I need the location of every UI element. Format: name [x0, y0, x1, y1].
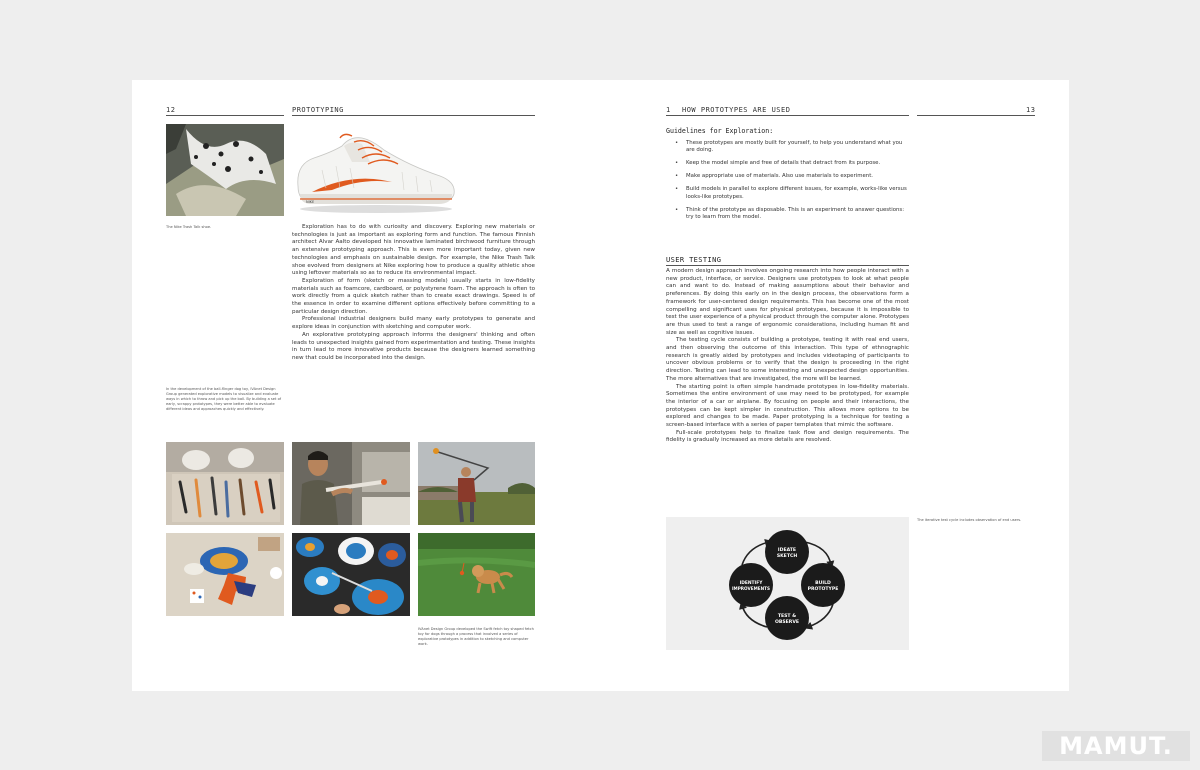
- outdoor-throwing-photo: [418, 442, 535, 525]
- cycle-node-identify: [729, 563, 773, 607]
- svg-text:SKETCH: SKETCH: [776, 554, 798, 559]
- left-paragraph: Professional industrial designers build many early prototypes to generate and explore ideas in conjunction with sketching and computer work.: [292, 316, 535, 331]
- svg-text:BUILD: BUILD: [815, 581, 831, 586]
- book-spread: [132, 80, 1069, 691]
- svg-text:IMPROVEMENTS: IMPROVEMENTS: [732, 586, 770, 591]
- trash-talk-caption: The Nike Trash Talk shoe.: [166, 225, 212, 229]
- left-header-rule-short: [166, 115, 284, 116]
- svg-text:OBSERVE: OBSERVE: [774, 620, 800, 625]
- svg-text:PROTOTYPE: PROTOTYPE: [807, 587, 839, 592]
- colorful-shapes-photo: [166, 533, 284, 616]
- right-header-rule-short: [917, 115, 1035, 116]
- right-chapter-number: 1: [666, 106, 671, 114]
- right-paragraph: Full-scale prototypes help to finalize task flow and design requirements. The fidelity is gradually increased as more details are resolved.: [666, 429, 909, 444]
- left-paragraph: Exploration of form (sketch or massing models) usually starts in low-fidelity materials such as foamcore, cardboard, or polystyrene foam. The approach is often to work directly from a quick sketch rather than to create exact drawings. Speed is of the essence in order to examine different options effectively before committing to a particular design direction.: [292, 277, 535, 315]
- left-running-head: PROTOTYPING: [292, 106, 344, 114]
- svg-text:IDENTIFY: IDENTIFY: [739, 581, 763, 586]
- disc-toys-photo: [292, 533, 410, 616]
- guideline-item: • Build models in parallel to explore different issues, for example, works-like versus looks-like prototypes.: [675, 186, 907, 200]
- user-testing-rule: [666, 265, 909, 266]
- cycle-node-ideate: [765, 530, 809, 574]
- guideline-item: • Think of the prototype as disposable. This is an experiment to answer questions: try to learn from the model.: [675, 206, 905, 221]
- guidelines-heading: Guidelines for Exploration:: [666, 127, 774, 135]
- left-paragraph: An explorative prototyping approach informs the designers' thinking and often leads to unexpected insights gained from experimentation and testing. These insights in turn lead to more innovative products because the designers learned something new that could be incorporated into the design.: [292, 331, 535, 361]
- cycle-node-build: [801, 563, 845, 607]
- designer-testing-photo: [292, 442, 410, 525]
- right-header-rule: [666, 115, 909, 116]
- svg-text:IDEATE: IDEATE: [777, 548, 797, 553]
- nike-shoe-image: [292, 132, 460, 214]
- test-cycle-diagram: [666, 517, 909, 650]
- right-paragraph: The starting point is often simple handmade prototypes in low-fidelity materials. Sometimes the entire environment of use may need to be prototyped, for example the interior of a car or airplane. By focusing on people and their interactions, the prototypes can be kept simpler in construction. This allows more options to be explored and changes to be made. Paper prototyping is a technique for testing a screen-based interface with a series of paper templates that mimic the software.: [666, 383, 909, 429]
- svg-text:TEST &: TEST &: [777, 614, 797, 619]
- trash-talk-photo: [166, 124, 284, 216]
- right-body-text: [666, 268, 909, 445]
- right-paragraph: A modern design approach involves ongoing research into how people interact with a new product, interface, or service. Designers use prototypes to look at what people can and want to do. Instead of making assumptions about their behavior and preferences. By doing this early on in the design process, the observations form a framework for user-centered design requirements. This has become one of the most compelling and significant uses for physical prototypes, because it is impossible to test the user experience of a physical product through the computer alone. Prototypes are thus used to test a range of ergonomic considerations, including human fit and size as well as cognitive issues.: [666, 268, 909, 336]
- guideline-item: • Keep the model simple and free of details that detract from its purpose.: [675, 160, 881, 167]
- left-header-rule: [292, 115, 535, 116]
- right-paragraph: The testing cycle consists of building a prototype, testing it with real end users, and then observing the outcome of this interaction. This type of ethnographic research is greatly aided by prototypes and includes videotaping of participants to uncover obvious problems or to verify that the design is proceeding in the right direction. Testing can lead to some interesting and unexpected design opportunities. The more alternatives that are investigated, the more will be learned.: [666, 337, 909, 382]
- swift-caption: IVAnet Design Group developed the Swift fetch toy shaped fetch toy for dogs through a process that involved a series of explorative prototypes in addition to sketching and computer work.: [418, 627, 534, 646]
- shoe-label: NIKE: [306, 200, 315, 204]
- diagram-caption: The iterative test cycle includes observation of end users.: [917, 518, 1022, 522]
- guidelines-list: [672, 140, 908, 227]
- user-testing-heading: USER TESTING: [666, 256, 722, 264]
- guideline-item: • These prototypes are mostly built for yourself, to help you understand what you are doing.: [675, 140, 903, 154]
- right-page-number: 13: [1026, 106, 1036, 114]
- guideline-item: • Make appropriate use of materials. Also use materials to experiment.: [675, 173, 874, 180]
- left-page-number: 12: [166, 106, 176, 114]
- prototype-models-photo: [166, 442, 284, 525]
- left-body-text: [292, 224, 535, 363]
- cycle-node-test: [765, 596, 809, 640]
- dog-fetch-photo: [418, 533, 535, 616]
- right-running-head: HOW PROTOTYPES ARE USED: [682, 106, 791, 114]
- left-paragraph: Exploration has to do with curiosity and discovery. Exploring new materials or technologies is just as important as exploring form and function. The famous Finnish architect Alvar Aalto developed his innovative laminated birchwood furniture through an extensive prototyping approach. This is even more important today, given new technologies and emphasis on sustainable design. For example, the Nike Trash Talk shoe evolved from designers at Nike exploring how to produce a quality athletic shoe using leftover materials so as to reduce its environmental impact.: [292, 224, 535, 277]
- mamut-watermark: MAMUT.: [1042, 731, 1190, 761]
- ball-flinger-caption: In the development of the ball-flinger dog toy, IVAnet Design Group generated explorative models to visualize and evaluate ways in which to throw and pick up the ball. By building a set of early, scrappy prototypes, they were better able to evaluate different ideas and approaches quickly and effectively.: [166, 387, 282, 411]
